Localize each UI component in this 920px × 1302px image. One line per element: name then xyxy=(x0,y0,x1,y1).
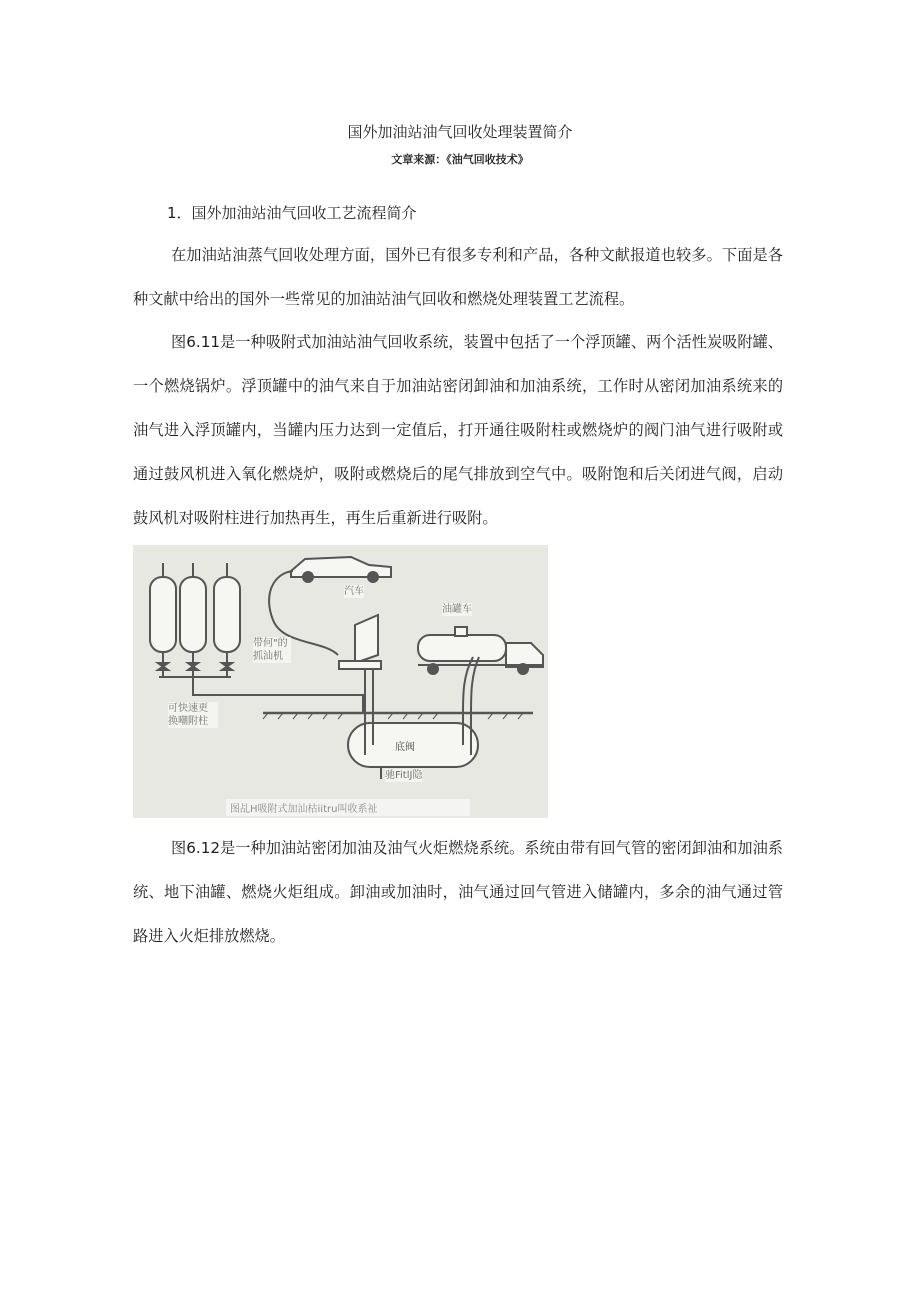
figure-caption: 图乩H吸附式加汕枯iitru叫收系祉 xyxy=(226,799,470,816)
car xyxy=(291,557,391,582)
paragraph-fig-6-12: 图6.12是一种加油站密闭加油及油气火炬燃烧系统。系统由带有回气管的密闭卸油和加油系统、地下油罐、燃烧火炬组成。卸油或加油时，油气通过回气管进入储罐内，多余的油气通过管路进入火炬排放燃烧。 xyxy=(133,839,783,945)
document-source: 文章来源：《油气回收技术》 xyxy=(391,153,529,166)
label-tanker: 油罐车 xyxy=(442,604,472,615)
paragraph-intro: 在加油站油蒸气回收处理方面，国外已有很多专利和产品，各种文献报道也较多。下面是各种文献中给出的国外一些常见的加油站油气回收和燃烧处理装置工艺流程。 xyxy=(133,246,783,308)
label-valve: 驰FitlJ隐 xyxy=(385,770,423,781)
figure-adsorption-system xyxy=(133,545,548,818)
label-dispenser: 带何"的 抓汕机 xyxy=(253,637,291,663)
label-car: 汽车 xyxy=(344,586,364,597)
label-tank: 底阀 xyxy=(395,742,415,753)
dispenser xyxy=(339,615,381,713)
section-heading: 1．国外加油站油气回收工艺流程简介 xyxy=(167,204,417,222)
label-column: 可快速更 换嘲附柱 xyxy=(168,702,218,728)
document-title: 国外加油站油气回收处理装置简介 xyxy=(347,123,573,141)
tanker-truck xyxy=(418,627,543,713)
paragraph-fig-6-11: 图6.11是一种吸附式加油站油气回收系统，装置中包括了一个浮顶罐、两个活性炭吸附罐、一个燃烧锅炉。浮顶罐中的油气来自于加油站密闭卸油和加油系统，工作时从密闭加油系统来的油气进入浮顶罐内，当罐内压力达到一定值后，打开通往吸附柱或燃烧炉的阀门油气进行吸附或通过鼓风机进入氧化燃烧炉，吸附或燃烧后的尾气排放到空气中。吸附饱和后关闭进气阀，启动鼓风机对吸附柱进行加热再生，再生后重新进行吸附。 xyxy=(133,333,783,527)
figure-diagram xyxy=(133,545,548,818)
